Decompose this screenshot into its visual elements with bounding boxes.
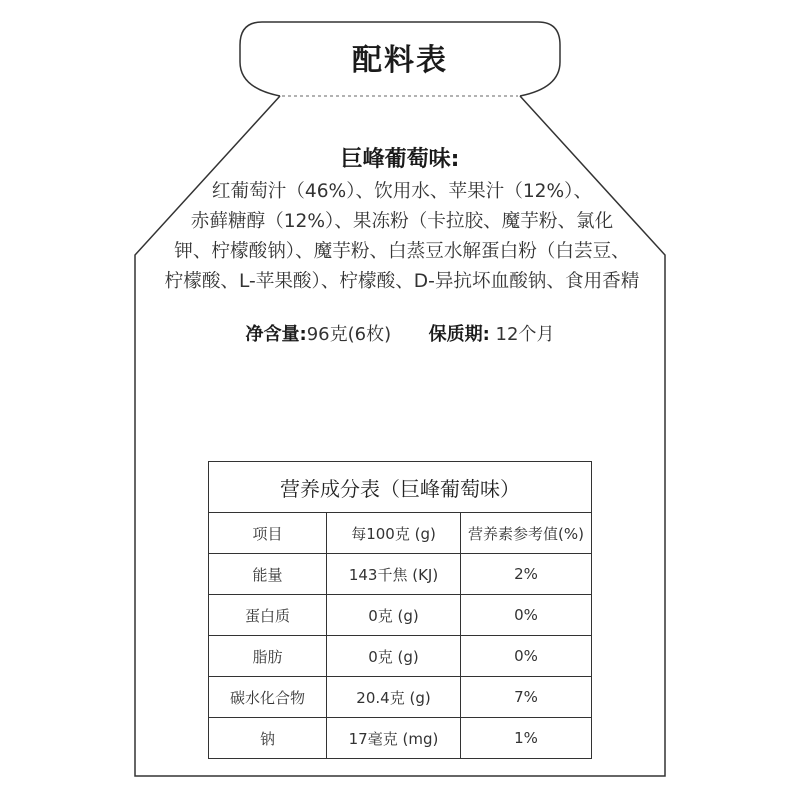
- cell-item: 碳水化合物: [209, 677, 327, 718]
- cell-nrv: 0%: [461, 595, 592, 636]
- cell-per100: 143千焦 (KJ): [327, 554, 461, 595]
- table-row: [209, 636, 592, 677]
- shelf-life-value: 12个月: [489, 324, 555, 345]
- nutrition-table-caption: 营养成分表（巨峰葡萄味）: [209, 462, 592, 513]
- net-content-value: 96克(6枚): [306, 324, 392, 345]
- cell-item: 脂肪: [209, 636, 327, 677]
- column-header-nrv: 营养素参考值(%): [461, 513, 592, 554]
- net-content-label: 净含量:: [245, 324, 307, 345]
- ingredient-list: [138, 177, 666, 297]
- column-header-item: 项目: [209, 513, 327, 554]
- cell-item: 能量: [209, 554, 327, 595]
- product-meta: [0, 320, 800, 346]
- table-row: [209, 718, 592, 759]
- cell-per100: 0克 (g): [327, 636, 461, 677]
- ingredient-line: 钾、柠檬酸钠）、魔芋粉、白蒸豆水解蛋白粉（白芸豆、: [174, 241, 630, 262]
- table-row: [209, 595, 592, 636]
- cell-per100: 0克 (g): [327, 595, 461, 636]
- cell-item: 钠: [209, 718, 327, 759]
- nutrition-table: [208, 461, 592, 759]
- table-row: [209, 677, 592, 718]
- cell-nrv: 1%: [461, 718, 592, 759]
- table-header-row: [209, 513, 592, 554]
- shelf-life-label: 保质期:: [428, 324, 490, 345]
- cell-item: 蛋白质: [209, 595, 327, 636]
- cell-per100: 20.4克 (g): [327, 677, 461, 718]
- table-row: [209, 554, 592, 595]
- ingredient-line: 红葡萄汁（46%）、饮用水、苹果汁（12%）、: [211, 181, 593, 202]
- cell-per100: 17毫克 (mg): [327, 718, 461, 759]
- cell-nrv: 0%: [461, 636, 592, 677]
- flavor-heading: 巨峰葡萄味:: [340, 147, 460, 172]
- page-title: 配料表: [352, 43, 448, 78]
- cell-nrv: 7%: [461, 677, 592, 718]
- cell-nrv: 2%: [461, 554, 592, 595]
- ingredient-line: 柠檬酸、L-苹果酸）、柠檬酸、D-异抗坏血酸钠、食用香精: [164, 271, 640, 292]
- ingredient-line: 赤藓糖醇（12%）、果冻粉（卡拉胶、魔芋粉、氯化: [190, 211, 614, 232]
- column-header-per100: 每100克 (g): [327, 513, 461, 554]
